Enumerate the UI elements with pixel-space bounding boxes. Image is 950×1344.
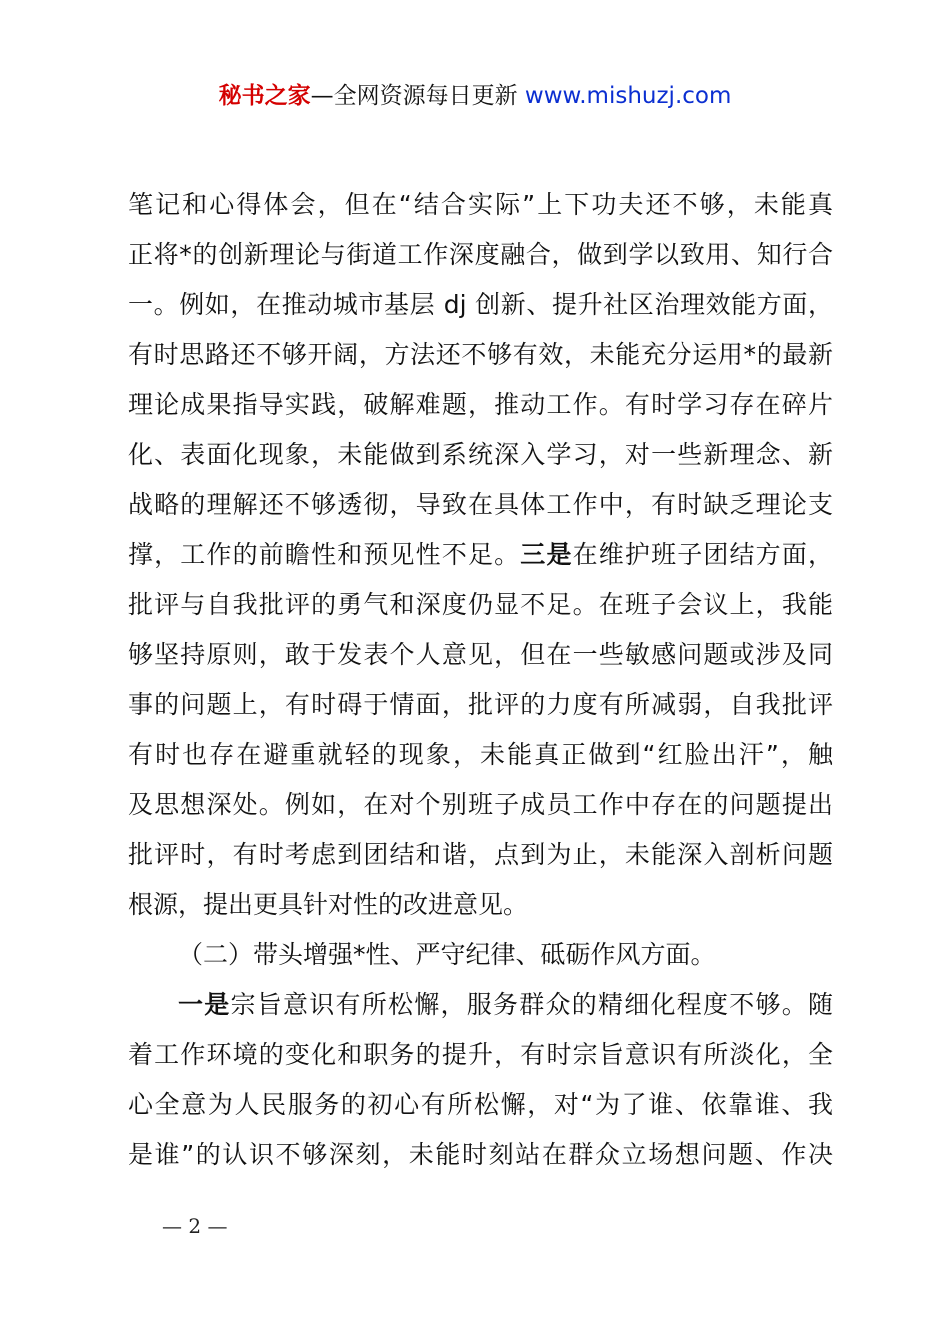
body-line: 一。例如，在推动城市基层 dj 创新、提升社区治理效能方面， <box>128 290 833 319</box>
body-text-segment: 宗旨意识有所松懈，服务群众的精细化程度不够。随 <box>230 990 833 1019</box>
body-line: 是谁”的认识不够深刻，未能时刻站在群众立场想问题、作决 <box>128 1140 833 1169</box>
site-brand: 秘书之家 <box>218 83 311 109</box>
body-line: 根源，提出更具针对性的改进意见。 <box>128 890 529 919</box>
body-line: 够坚持原则，敢于发表个人意见，但在一些敏感问题或涉及同 <box>128 640 833 669</box>
emphasis-label: 三是 <box>520 540 573 569</box>
emphasis-label: 一是 <box>178 990 231 1019</box>
body-line: 心全意为人民服务的初心有所松懈，对“为了谁、依靠谁、我 <box>128 1090 833 1119</box>
document-body <box>128 180 833 1180</box>
body-line: 批评与自我批评的勇气和深度仍显不足。在班子会议上，我能 <box>128 590 833 619</box>
section-heading: （二）带头增强*性、严守纪律、砥砺作风方面。 <box>178 940 716 969</box>
body-text-segment: 在维护班子团结方面， <box>572 540 833 569</box>
body-text-segment: 撑，工作的前瞻性和预见性不足。 <box>128 540 521 569</box>
body-line <box>128 530 833 580</box>
body-line: 事的问题上，有时碍于情面，批评的力度有所减弱，自我批评 <box>128 690 833 719</box>
body-line: 有时也存在避重就轻的现象，未能真正做到“红脸出汗”，触 <box>128 740 833 769</box>
site-header <box>0 80 950 112</box>
site-url-link[interactable]: www.mishuzj.com <box>524 83 732 109</box>
body-line: 化、表面化现象，未能做到系统深入学习，对一些新理念、新 <box>128 440 833 469</box>
body-line: 及思想深处。例如，在对个别班子成员工作中存在的问题提出 <box>128 790 833 819</box>
body-line: 战略的理解还不够透彻，导致在具体工作中，有时缺乏理论支 <box>128 490 833 519</box>
body-line: 笔记和心得体会，但在“结合实际”上下功夫还不够，未能真 <box>128 190 833 219</box>
body-line: 有时思路还不够开阔，方法还不够有效，未能充分运用*的最新 <box>128 340 833 369</box>
page-number: — 2 — <box>162 1214 228 1238</box>
body-line: 批评时，有时考虑到团结和谐，点到为止，未能深入剖析问题 <box>128 840 833 869</box>
body-line: 正将*的创新理论与街道工作深度融合，做到学以致用、知行合 <box>128 240 833 269</box>
body-line: 理论成果指导实践，破解难题，推动工作。有时学习存在碎片 <box>128 390 833 419</box>
site-tagline: —全网资源每日更新 <box>310 83 518 109</box>
body-line: 着工作环境的变化和职务的提升，有时宗旨意识有所淡化，全 <box>128 1040 833 1069</box>
body-line <box>128 980 833 1030</box>
